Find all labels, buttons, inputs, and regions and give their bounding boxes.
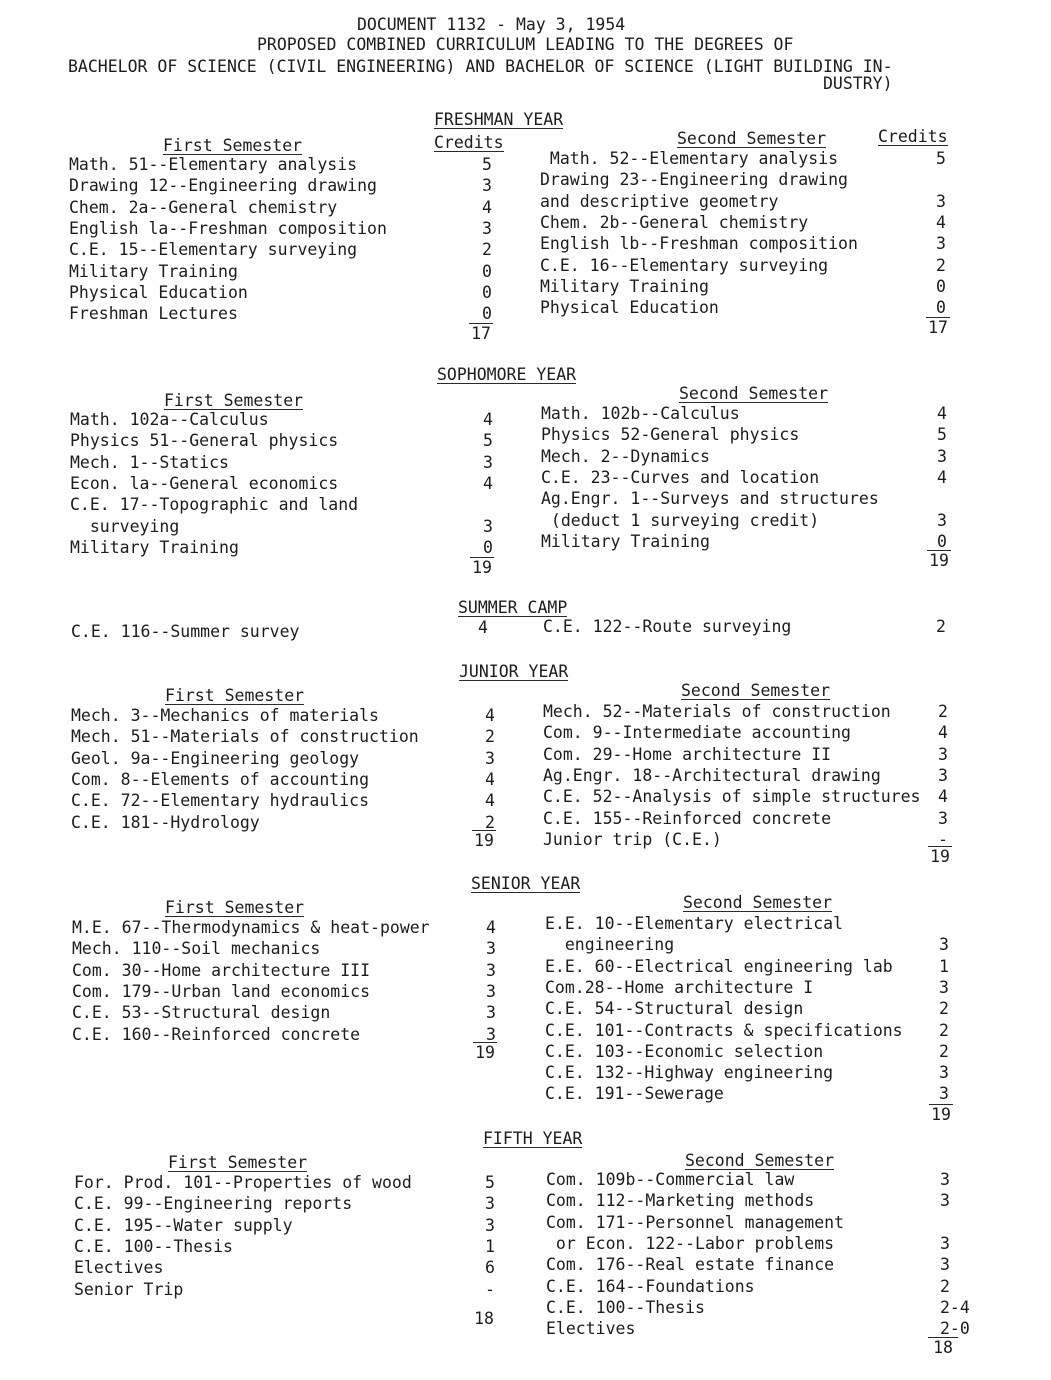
course-name: Ag.Engr. 18--Architectural drawing bbox=[543, 765, 881, 785]
course-name: or Econ. 122--Labor problems bbox=[546, 1233, 835, 1253]
course-name: Physics 52-General physics bbox=[541, 425, 800, 445]
course-credits: 3 bbox=[938, 744, 948, 764]
course-name: C.E. 100--Thesis bbox=[74, 1236, 233, 1256]
course-credits: 2 bbox=[485, 727, 495, 747]
course-credits: - bbox=[485, 1279, 495, 1299]
course-credits: 4 bbox=[485, 791, 495, 811]
course-credits: 2 bbox=[940, 1276, 950, 1296]
course-credits: 5 bbox=[485, 1173, 495, 1192]
course-credits: 0 bbox=[482, 261, 492, 281]
course-name: C.E. 195--Water supply bbox=[74, 1215, 293, 1235]
course-name: Geol. 9a--Engineering geology bbox=[71, 748, 360, 768]
course-credits: 3 bbox=[486, 1024, 496, 1044]
course-credits: 3 bbox=[940, 1233, 950, 1253]
course-credits: 3 bbox=[483, 452, 493, 472]
course-name: Com. 109b--Commercial law bbox=[546, 1170, 795, 1189]
course-name: C.E. 103--Economic selection bbox=[545, 1041, 824, 1061]
course-credits: 3 bbox=[486, 981, 496, 1001]
course-credits: 3 bbox=[486, 939, 496, 959]
course-name: Com. 30--Home architecture III bbox=[72, 960, 371, 980]
course-name: Math. 52--Elementary analysis bbox=[540, 149, 839, 168]
course-credits: 2 bbox=[939, 999, 949, 1019]
document-number: DOCUMENT 1132 - May 3, 1954 bbox=[357, 15, 626, 34]
course-name: Physical Education bbox=[540, 298, 719, 318]
course-name: Freshman Lectures bbox=[69, 304, 238, 324]
course-name: Mech. 1--Statics bbox=[70, 452, 229, 472]
course-credits: 4 bbox=[938, 723, 948, 743]
course-name: Drawing 23--Engineering drawing bbox=[540, 170, 848, 190]
course-credits: 3 bbox=[485, 748, 495, 768]
course-name: surveying bbox=[70, 516, 180, 536]
fifth-second-semester-label: Second Semester bbox=[685, 1151, 835, 1170]
freshman-second-credits-header: Credits bbox=[878, 127, 948, 146]
course-credits: 4 bbox=[936, 212, 946, 232]
course-credits: 1 bbox=[485, 1236, 495, 1256]
course-name: Electives bbox=[74, 1258, 164, 1278]
course-credits: 2-0 bbox=[940, 1319, 970, 1339]
course-name: Math. 51--Elementary analysis bbox=[69, 155, 358, 174]
course-name: Com. 29--Home architecture II bbox=[543, 744, 832, 764]
course-name: Com. 171--Personnel management bbox=[546, 1212, 845, 1232]
summer-second-credits: 2 bbox=[936, 617, 946, 636]
course-name: Com. 179--Urban land economics bbox=[72, 981, 371, 1001]
course-name: Military Training bbox=[541, 531, 710, 551]
course-credits: 3 bbox=[486, 1003, 496, 1023]
course-name: C.E. 164--Foundations bbox=[546, 1276, 755, 1296]
course-name: C.E. 191--Sewerage bbox=[545, 1084, 724, 1104]
course-credits: 3 bbox=[938, 808, 948, 828]
course-credits: 3 bbox=[940, 1191, 950, 1211]
sophomore-first-total: 19 bbox=[472, 558, 492, 577]
freshman-second-semester-label: Second Semester bbox=[677, 129, 827, 148]
course-name: C.E. 160--Reinforced concrete bbox=[72, 1024, 361, 1044]
sophomore-first-semester-label: First Semester bbox=[164, 391, 304, 410]
course-name: and descriptive geometry bbox=[540, 191, 779, 211]
course-credits: 3 bbox=[482, 218, 492, 238]
sophomore-second-semester-label: Second Semester bbox=[679, 384, 829, 403]
course-credits: 2 bbox=[936, 255, 946, 275]
course-credits: 4 bbox=[485, 706, 495, 725]
course-name: Physical Education bbox=[69, 282, 248, 302]
course-credits: 2 bbox=[939, 1020, 949, 1040]
course-name: C.E. 155--Reinforced concrete bbox=[543, 808, 832, 828]
course-credits: 3 bbox=[485, 1194, 495, 1214]
document-subtitle: BACHELOR OF SCIENCE (CIVIL ENGINEERING) AND BACHELOR OF SCIENCE (LIGHT BUILDING IN- bbox=[68, 57, 893, 76]
course-credits: 2-4 bbox=[940, 1297, 970, 1317]
course-credits: 3 bbox=[936, 191, 946, 211]
summer-first-course: C.E. 116--Summer survey bbox=[71, 622, 300, 641]
senior-year-title: SENIOR YEAR bbox=[471, 874, 581, 893]
freshman-first-semester-label: First Semester bbox=[163, 136, 303, 155]
course-credits: 4 bbox=[937, 467, 947, 487]
course-credits: 3 bbox=[937, 510, 947, 530]
course-credits: 3 bbox=[482, 176, 492, 196]
course-name: Math. 102b--Calculus bbox=[541, 404, 740, 423]
course-name: Mech. 52--Materials of construction bbox=[543, 702, 891, 721]
course-name: M.E. 67--Thermodynamics & heat-power bbox=[72, 918, 430, 937]
course-name: Ag.Engr. 1--Surveys and structures bbox=[541, 489, 879, 509]
course-credits: 2 bbox=[482, 240, 492, 260]
course-name: Physics 51--General physics bbox=[70, 431, 339, 451]
sophomore-year-title: SOPHOMORE YEAR bbox=[437, 365, 577, 384]
fifth-second-total: 18 bbox=[933, 1338, 953, 1357]
course-credits: 3 bbox=[938, 765, 948, 785]
senior-first-total: 19 bbox=[475, 1043, 495, 1062]
course-name: C.E. 16--Elementary surveying bbox=[540, 255, 829, 275]
course-name: Military Training bbox=[70, 537, 239, 557]
course-name: Mech. 3--Mechanics of materials bbox=[71, 706, 379, 725]
course-name: Com. 8--Elements of accounting bbox=[71, 769, 370, 789]
course-name: Military Training bbox=[540, 276, 709, 296]
course-credits: 2 bbox=[939, 1041, 949, 1061]
junior-second-total: 19 bbox=[930, 847, 950, 866]
course-name: Mech. 2--Dynamics bbox=[541, 446, 710, 466]
fifth-year-title: FIFTH YEAR bbox=[483, 1129, 583, 1148]
junior-first-semester-label: First Semester bbox=[165, 686, 305, 705]
junior-year-title: JUNIOR YEAR bbox=[459, 662, 569, 681]
course-credits: 5 bbox=[937, 425, 947, 445]
freshman-credits-header: Credits bbox=[434, 133, 504, 152]
course-name: C.E. 23--Curves and location bbox=[541, 467, 820, 487]
course-name: C.E. 17--Topographic and land bbox=[70, 495, 359, 515]
freshman-second-total: 17 bbox=[928, 318, 948, 337]
course-name: English lb--Freshman composition bbox=[540, 234, 858, 254]
course-credits: 5 bbox=[936, 149, 946, 168]
course-credits: 4 bbox=[937, 404, 947, 423]
course-credits: 3 bbox=[483, 516, 493, 536]
course-credits: 3 bbox=[940, 1170, 950, 1189]
course-credits: 3 bbox=[939, 935, 949, 955]
course-name: Com. 9--Intermediate accounting bbox=[543, 723, 851, 743]
course-name: Military Training bbox=[69, 261, 238, 281]
course-credits: 5 bbox=[482, 155, 492, 174]
course-name: English la--Freshman composition bbox=[69, 218, 387, 238]
course-credits: 0 bbox=[482, 282, 492, 302]
course-name: C.E. 101--Contracts & specifications bbox=[545, 1020, 903, 1040]
course-name: engineering bbox=[545, 935, 675, 955]
freshman-year-title: FRESHMAN YEAR bbox=[434, 110, 564, 129]
course-name: Com.28--Home architecture I bbox=[545, 977, 814, 997]
course-name: Mech. 51--Materials of construction bbox=[71, 727, 419, 747]
freshman-first-total: 17 bbox=[471, 324, 491, 343]
summer-second-course: C.E. 122--Route surveying bbox=[543, 617, 792, 636]
summer-first-credits: 4 bbox=[478, 618, 488, 637]
course-name: Junior trip (C.E.) bbox=[543, 829, 722, 849]
course-credits: 1 bbox=[939, 956, 949, 976]
senior-first-semester-label: First Semester bbox=[165, 898, 305, 917]
course-credits: 0 bbox=[936, 276, 946, 296]
course-credits: 3 bbox=[939, 1084, 949, 1104]
course-credits: 2 bbox=[938, 702, 948, 721]
course-credits: 2 bbox=[485, 812, 495, 832]
course-name: Chem. 2a--General chemistry bbox=[69, 197, 338, 217]
course-name: C.E. 100--Thesis bbox=[546, 1297, 705, 1317]
course-name: Senior Trip bbox=[74, 1279, 184, 1299]
senior-second-semester-label: Second Semester bbox=[683, 893, 833, 912]
course-name: C.E. 72--Elementary hydraulics bbox=[71, 791, 370, 811]
course-name: C.E. 15--Elementary surveying bbox=[69, 240, 358, 260]
course-name: Econ. la--General economics bbox=[70, 473, 339, 493]
course-credits: 3 bbox=[939, 1063, 949, 1083]
course-name: C.E. 53--Structural design bbox=[72, 1003, 331, 1023]
course-credits: 4 bbox=[485, 769, 495, 789]
senior-second-total: 19 bbox=[931, 1105, 951, 1124]
course-credits: 4 bbox=[938, 787, 948, 807]
course-credits: 4 bbox=[482, 197, 492, 217]
course-name: C.E. 54--Structural design bbox=[545, 999, 804, 1019]
course-credits: 4 bbox=[483, 410, 493, 429]
course-name: For. Prod. 101--Properties of wood bbox=[74, 1173, 412, 1192]
document-subtitle-cont: DUSTRY) bbox=[823, 74, 893, 93]
course-credits: 0 bbox=[482, 304, 492, 324]
document-title: PROPOSED COMBINED CURRICULUM LEADING TO THE DEGREES OF bbox=[257, 35, 794, 54]
course-credits: 3 bbox=[485, 1215, 495, 1235]
course-credits: 3 bbox=[937, 446, 947, 466]
course-credits: 3 bbox=[486, 960, 496, 980]
course-credits: 0 bbox=[936, 298, 946, 318]
fifth-first-semester-label: First Semester bbox=[168, 1153, 308, 1172]
course-name: E.E. 10--Elementary electrical bbox=[545, 914, 844, 933]
course-credits: 4 bbox=[486, 918, 496, 937]
course-credits: 4 bbox=[483, 473, 493, 493]
summer-camp-title: SUMMER CAMP bbox=[458, 598, 568, 617]
course-name: C.E. 99--Engineering reports bbox=[74, 1194, 353, 1214]
course-credits: 0 bbox=[937, 531, 947, 551]
fifth-first-total: 18 bbox=[474, 1309, 494, 1328]
sophomore-second-total: 19 bbox=[929, 551, 949, 570]
course-name: Math. 102a--Calculus bbox=[70, 410, 269, 429]
course-name: C.E. 52--Analysis of simple structures bbox=[543, 787, 921, 807]
course-credits: 3 bbox=[939, 977, 949, 997]
course-credits: 6 bbox=[485, 1258, 495, 1278]
course-credits: 3 bbox=[936, 234, 946, 254]
course-name: Com. 112--Marketing methods bbox=[546, 1191, 815, 1211]
course-name: C.E. 132--Highway engineering bbox=[545, 1063, 834, 1083]
course-name: Mech. 110--Soil mechanics bbox=[72, 939, 321, 959]
course-name: Electives bbox=[546, 1319, 636, 1339]
course-name: E.E. 60--Electrical engineering lab bbox=[545, 956, 893, 976]
course-credits: 5 bbox=[483, 431, 493, 451]
course-name: Chem. 2b--General chemistry bbox=[540, 212, 809, 232]
course-name: (deduct 1 surveying credit) bbox=[541, 510, 820, 530]
course-name: Com. 176--Real estate finance bbox=[546, 1255, 835, 1275]
course-name: Drawing 12--Engineering drawing bbox=[69, 176, 377, 196]
junior-second-semester-label: Second Semester bbox=[681, 681, 831, 700]
course-credits: 0 bbox=[483, 537, 493, 557]
course-name: C.E. 181--Hydrology bbox=[71, 812, 260, 832]
course-credits: - bbox=[938, 829, 948, 849]
course-credits: 3 bbox=[940, 1255, 950, 1275]
junior-first-total: 19 bbox=[474, 831, 494, 850]
